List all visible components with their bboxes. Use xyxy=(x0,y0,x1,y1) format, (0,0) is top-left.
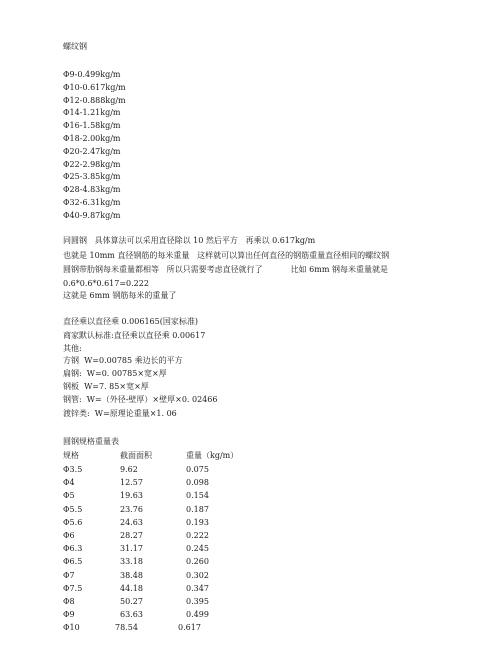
paragraph-line: 圆钢带肋钢每米重量都相等 所以只需要考虑直径就行了 比如 6mm 钢每米重量就是 xyxy=(63,265,388,274)
formula-line: 渡锌类: W=原理论重量×1. 06 xyxy=(63,409,177,418)
formula-line: 钢管: W=（外径-壁厚）×壁厚×0. 02466 xyxy=(63,395,218,404)
paragraph-line: 也就是 10mm 直径钢筋的每米重量 这样就可以算出任何直径的钢筋重量直径相同的螺纹钢 xyxy=(63,251,390,260)
table-cell-weight: 0.154 xyxy=(186,491,209,501)
table-cell-weight: 0.187 xyxy=(186,504,209,514)
table-cell-area: 9.62 xyxy=(120,465,138,474)
table-cell-spec: Φ5 xyxy=(63,491,75,501)
rebar-weight-item: Φ25-3.85kg/m xyxy=(63,172,121,182)
paragraph-line: 这就是 6mm 钢筋每米的重量了 xyxy=(63,291,177,300)
table-cell-spec: Φ7 xyxy=(63,570,75,580)
paragraph-line: 同圆钢 具体算法可以采用直径除以 10 然后平方 再乘以 0.617kg/m xyxy=(63,236,316,245)
rebar-weight-item: Φ28-4.83kg/m xyxy=(63,185,121,195)
formula-line: 其他: xyxy=(63,344,82,353)
table-cell-area: 19.63 xyxy=(120,491,143,501)
rebar-weight-item: Φ22-2.98kg/m xyxy=(63,159,121,169)
formula-line: 钢板 W=7. 85×宽×厚 xyxy=(63,382,149,391)
table-cell-weight: 0.499 xyxy=(186,610,209,620)
table-cell-weight: 0.395 xyxy=(186,597,209,606)
table-cell-area: 24.63 xyxy=(120,517,143,527)
table-cell-spec: Φ9 xyxy=(63,610,75,620)
table-cell-spec: Φ5.6 xyxy=(63,517,83,527)
table-cell-spec: Φ8 xyxy=(63,597,75,606)
table-cell-area: 63.63 xyxy=(120,610,143,620)
table-cell-spec: Φ10 xyxy=(63,623,80,633)
table-cell-weight: 0.260 xyxy=(186,557,209,567)
table-cell-spec: Φ5.5 xyxy=(63,504,83,514)
table-cell-weight: 0.193 xyxy=(186,517,209,527)
table-cell-area: 23.76 xyxy=(120,504,143,514)
rebar-weight-item: Φ18-2.00kg/m xyxy=(63,134,121,143)
table-cell-weight: 0.302 xyxy=(186,570,209,580)
table-cell-weight: 0.098 xyxy=(186,478,209,488)
table-cell-area: 44.18 xyxy=(120,583,143,593)
rebar-weight-item: Φ14-1.21kg/m xyxy=(63,108,121,118)
table-cell-spec: Φ4 xyxy=(63,478,75,488)
table-cell-spec: Φ7.5 xyxy=(63,583,83,593)
table-cell-spec: Φ3.5 xyxy=(63,465,83,474)
table-cell-weight: 0.075 xyxy=(186,465,209,474)
rebar-weight-item: Φ12-0.888kg/m xyxy=(63,95,126,105)
table-cell-area: 31.17 xyxy=(120,544,143,554)
rebar-weight-item: Φ9-0.499kg/m xyxy=(63,70,121,79)
table-cell-area: 28.27 xyxy=(120,531,143,540)
rebar-weight-item: Φ16-1.58kg/m xyxy=(63,121,121,131)
rebar-weight-item: Φ20-2.47kg/m xyxy=(63,146,121,156)
rebar-weight-item: Φ10-0.617kg/m xyxy=(63,82,126,92)
paragraph-line: 0.6*0.6*0.617=0.222 xyxy=(63,279,149,288)
formula-line: 直径乘以直径乘 0.006165(国家标准) xyxy=(63,317,198,326)
formula-line: 方钢 W=0.00785 乘边长的平方 xyxy=(63,356,183,365)
rebar-weight-item: Φ32-6.31kg/m xyxy=(63,198,121,207)
formula-line: 扁钢: W=0. 00785×宽×厚 xyxy=(63,369,167,378)
table-cell-area: 50.27 xyxy=(120,597,143,606)
header-spec: 规格 xyxy=(63,451,79,460)
table-cell-weight: 0.617 xyxy=(178,623,201,633)
table-cell-weight: 0.347 xyxy=(186,583,209,593)
table-cell-weight: 0.222 xyxy=(186,531,209,540)
table-cell-spec: Φ6.5 xyxy=(63,557,83,567)
table-cell-spec: Φ6 xyxy=(63,531,75,540)
rebar-weight-item: Φ40-9.87kg/m xyxy=(63,210,121,220)
formula-line: 商家默认标准:直径乘以直径乘 0.00617 xyxy=(63,331,206,340)
table-cell-weight: 0.245 xyxy=(186,544,209,554)
header-weight: 重量（kg/m） xyxy=(186,451,239,460)
table-title: 圆钢规格重量表 xyxy=(63,437,119,446)
page-title: 螺纹钢 xyxy=(63,42,87,51)
table-cell-area: 38.48 xyxy=(120,570,143,580)
table-cell-area: 78.54 xyxy=(115,623,138,633)
table-cell-area: 33.18 xyxy=(120,557,143,567)
table-cell-spec: Φ6.3 xyxy=(63,544,83,554)
table-cell-area: 12.57 xyxy=(120,478,143,488)
header-area: 截面面积 xyxy=(120,451,152,460)
